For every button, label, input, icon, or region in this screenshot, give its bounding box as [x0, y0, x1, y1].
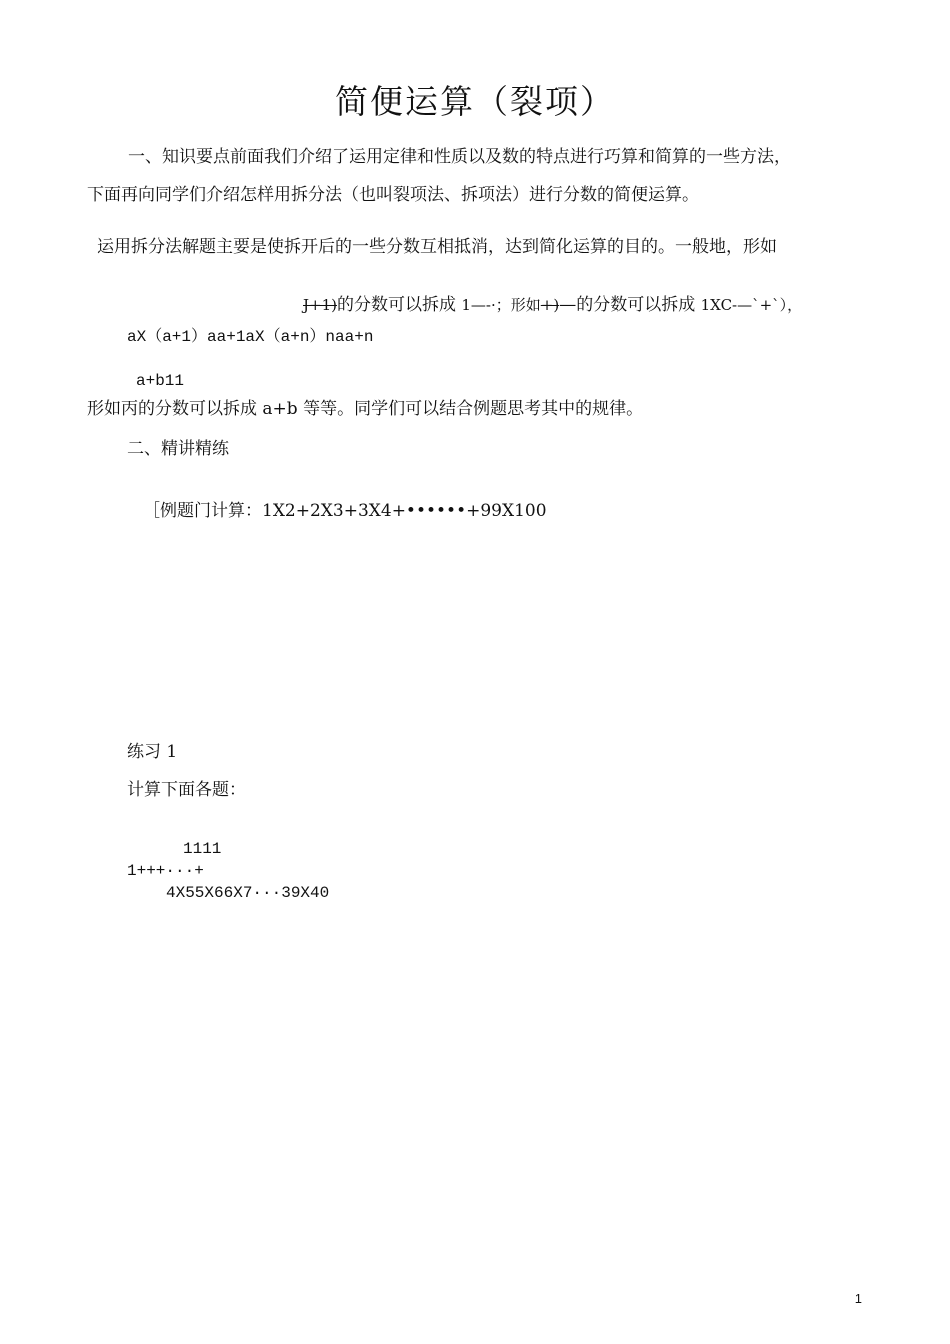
practice-numerators: 1111: [183, 840, 222, 858]
fraction-fragment-3: +): [540, 296, 560, 314]
formula-text-2: —的分数可以拆成: [559, 295, 696, 315]
formula-denominators: aX（a+1）aa+1aX（a+n）naa+n: [127, 328, 374, 346]
practice-prompt: 计算下面各题：: [127, 780, 246, 800]
page-title: 简便运算（裂项）: [335, 82, 615, 121]
formula-line: [303, 290, 802, 315]
intro-line-1: 一、知识要点前面我们介绍了运用定律和性质以及数的特点进行巧算和简算的一些方法，: [128, 147, 791, 167]
section-2-heading: 二、精讲精练: [127, 439, 229, 459]
fraction-sub-line: a+b11: [136, 372, 185, 390]
fraction-fragment-1: J+1): [303, 296, 337, 314]
formula-text-1: 的分数可以拆成: [336, 295, 456, 315]
page-number: 1: [854, 1291, 862, 1306]
practice-heading: 练习 1: [127, 742, 178, 762]
fraction-fragment-4: 1XC-—`+`），: [700, 296, 803, 314]
practice-plus-line: 1+++···+: [127, 862, 204, 880]
fraction-fragment-2: 1—-·；形如: [461, 296, 541, 314]
closing-line: 形如丙的分数可以拆成 a+b 等等。同学们可以结合例题思考其中的规律。: [87, 399, 644, 419]
example-1: ［例题门计算：1X2+2X3+3X4+••••••+99X100: [143, 501, 547, 521]
intro-line-2: 下面再向同学们介绍怎样用拆分法（也叫裂项法、拆项法）进行分数的简便运算。: [87, 185, 699, 205]
intro-line-3: 运用拆分法解题主要是使拆开后的一些分数互相抵消，达到简化运算的目的。一般地，形如: [97, 237, 777, 257]
practice-denominators: 4X55X66X7···39X40: [166, 884, 330, 902]
